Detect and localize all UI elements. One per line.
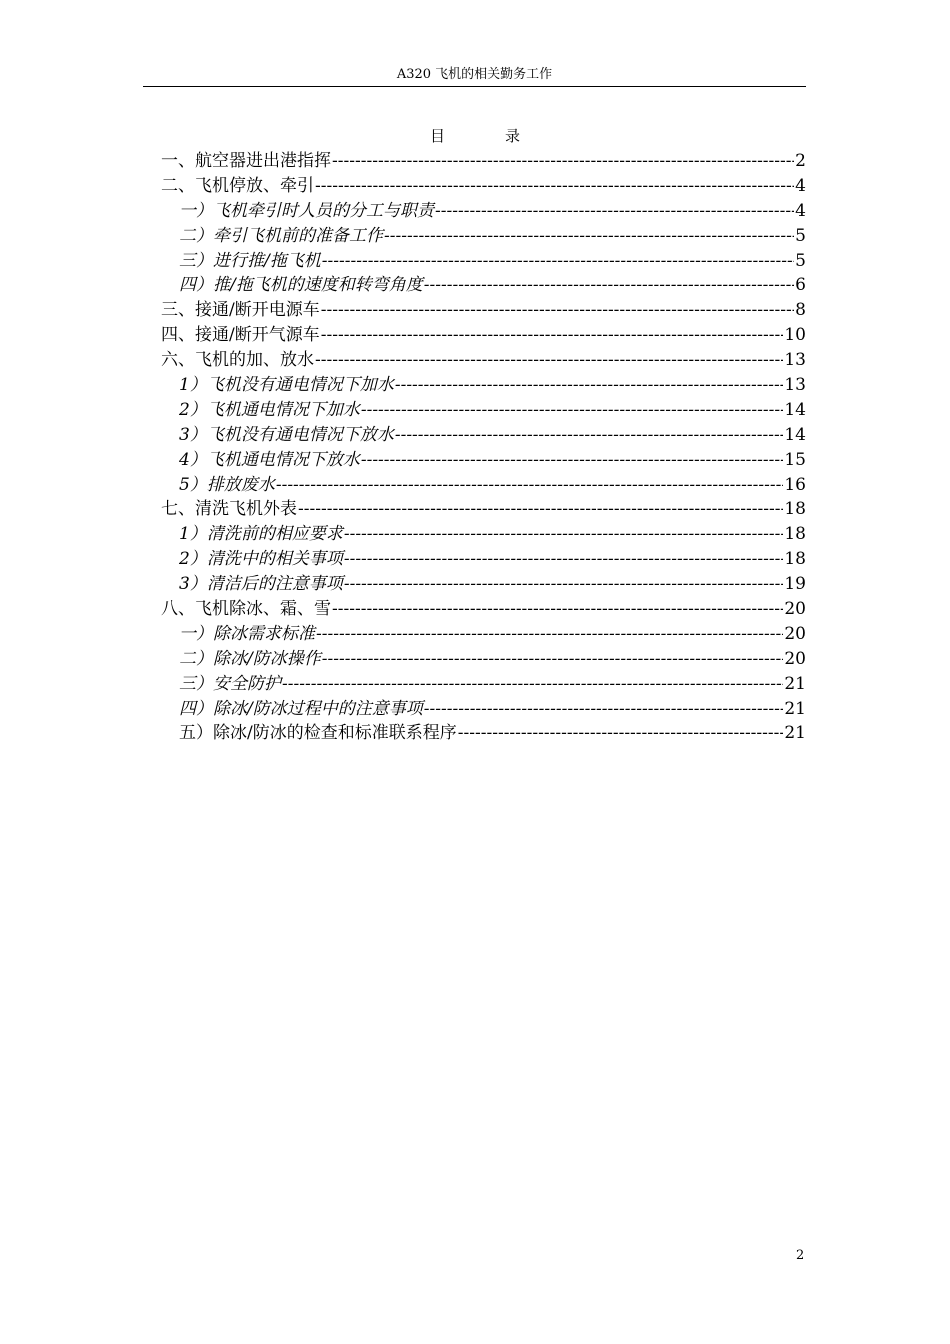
toc-entry-label: 3）清洁后的注意事项 bbox=[179, 574, 343, 595]
toc-entry-page: 19 bbox=[784, 574, 806, 595]
toc-entry[interactable] bbox=[161, 721, 806, 746]
toc-entry-page: 8 bbox=[795, 300, 806, 321]
toc-entry-label: 三）安全防护 bbox=[179, 673, 281, 694]
toc-entry-page: 4 bbox=[795, 200, 806, 221]
toc-dot-leader bbox=[435, 199, 794, 224]
toc-entry-page: 20 bbox=[784, 623, 806, 644]
toc-title-left: 目 bbox=[429, 127, 445, 145]
toc-entry-label: 四、接通/断开气源车 bbox=[161, 325, 320, 346]
toc-dot-leader bbox=[322, 249, 794, 274]
toc-entry[interactable] bbox=[161, 348, 806, 373]
page-header bbox=[143, 65, 806, 87]
toc-entry-label: 二）除冰/防冰操作 bbox=[179, 648, 321, 669]
toc-entry-label: 一、航空器进出港指挥 bbox=[161, 151, 331, 171]
toc-dot-leader bbox=[321, 298, 794, 323]
toc-entry-label: 4）飞机通电情况下放水 bbox=[179, 449, 360, 470]
toc-dot-leader bbox=[321, 323, 784, 348]
toc-entry-label: 5）排放废水 bbox=[179, 474, 275, 495]
toc-entry-label: 四）除冰/防冰过程中的注意事项 bbox=[179, 698, 423, 719]
toc-entry-label: 二）牵引飞机前的准备工作 bbox=[179, 225, 383, 246]
toc-entry-label: 2）飞机通电情况下加水 bbox=[179, 399, 360, 420]
toc-entry-label: 1）飞机没有通电情况下加水 bbox=[179, 375, 394, 396]
toc-dot-leader bbox=[361, 398, 784, 423]
toc-entry-label: 二、飞机停放、牵引 bbox=[161, 175, 314, 196]
toc-dot-leader bbox=[282, 672, 783, 697]
toc-dot-leader bbox=[395, 423, 784, 448]
toc-entry-label: 2）清洗中的相关事项 bbox=[179, 549, 343, 570]
toc-entry-label: 三、接通/断开电源车 bbox=[161, 300, 320, 321]
toc-dot-leader bbox=[384, 224, 794, 249]
toc-entry-label: 六、飞机的加、放水 bbox=[161, 350, 314, 371]
toc-dot-leader bbox=[332, 149, 794, 174]
toc-entry-page: 21 bbox=[784, 723, 806, 744]
toc-dot-leader bbox=[344, 572, 784, 597]
toc-entry-page: 2 bbox=[795, 151, 806, 171]
toc-entry[interactable] bbox=[161, 572, 806, 597]
toc-entry-label: 三）进行推/拖飞机 bbox=[179, 250, 321, 271]
toc-dot-leader bbox=[315, 348, 783, 373]
toc-entry[interactable] bbox=[161, 497, 806, 522]
toc-entry[interactable] bbox=[161, 199, 806, 224]
toc-dot-leader bbox=[276, 473, 784, 498]
toc-entry[interactable] bbox=[161, 697, 806, 722]
toc-entry-page: 16 bbox=[784, 474, 806, 495]
toc-entry-page: 20 bbox=[784, 648, 806, 669]
toc-entry-label: 五）除冰/防冰的检查和标准联系程序 bbox=[179, 723, 457, 744]
toc-entry-page: 5 bbox=[795, 225, 806, 246]
toc-entry-page: 18 bbox=[784, 524, 806, 545]
toc-entry[interactable] bbox=[161, 423, 806, 448]
toc-entry[interactable] bbox=[161, 298, 806, 323]
toc-entry-page: 13 bbox=[784, 350, 806, 371]
toc-title bbox=[0, 126, 950, 146]
page-number: 2 bbox=[796, 1248, 805, 1263]
toc-dot-leader bbox=[322, 647, 784, 672]
toc-entry-page: 18 bbox=[784, 499, 806, 520]
toc-dot-leader bbox=[458, 721, 784, 746]
toc-entry[interactable] bbox=[161, 273, 806, 298]
toc-dot-leader bbox=[344, 547, 784, 572]
toc-entry-page: 5 bbox=[795, 250, 806, 271]
toc-dot-leader bbox=[298, 497, 783, 522]
toc-entry[interactable] bbox=[161, 373, 806, 398]
toc-entry-page: 14 bbox=[784, 424, 806, 445]
toc-entry-page: 4 bbox=[795, 175, 806, 196]
toc-dot-leader bbox=[316, 622, 783, 647]
toc-entry-label: 四）推/拖飞机的速度和转弯角度 bbox=[179, 275, 423, 296]
toc-entry-page: 15 bbox=[784, 449, 806, 470]
toc-entry[interactable] bbox=[161, 448, 806, 473]
toc-entry[interactable] bbox=[161, 249, 806, 274]
toc-entry-page: 10 bbox=[784, 325, 806, 346]
toc-entry-page: 18 bbox=[784, 549, 806, 570]
toc-entry-page: 21 bbox=[784, 698, 806, 719]
toc-entry[interactable] bbox=[161, 149, 806, 174]
toc-entry-page: 20 bbox=[784, 599, 806, 620]
toc-dot-leader bbox=[315, 174, 794, 199]
toc-entry[interactable] bbox=[161, 473, 806, 498]
toc-entry-page: 13 bbox=[784, 375, 806, 396]
toc-entry-label: 1）清洗前的相应要求 bbox=[179, 524, 343, 545]
toc-entry[interactable] bbox=[161, 647, 806, 672]
toc-entry[interactable] bbox=[161, 547, 806, 572]
toc-dot-leader bbox=[344, 522, 784, 547]
toc-entry-label: 七、清洗飞机外表 bbox=[161, 499, 297, 520]
toc-entry-label: 一）飞机牵引时人员的分工与职责 bbox=[179, 200, 434, 221]
toc-entry-label: 一）除冰需求标准 bbox=[179, 623, 315, 644]
toc-entry[interactable] bbox=[161, 672, 806, 697]
toc-entry[interactable] bbox=[161, 622, 806, 647]
toc-entry[interactable] bbox=[161, 224, 806, 249]
toc-dot-leader bbox=[424, 273, 794, 298]
toc-entry[interactable] bbox=[161, 522, 806, 547]
toc-entry-page: 6 bbox=[795, 275, 806, 296]
toc-title-right: 录 bbox=[505, 127, 521, 145]
toc-dot-leader bbox=[424, 697, 784, 722]
toc-entry-label: 八、飞机除冰、霜、雪 bbox=[161, 599, 331, 620]
toc-dot-leader bbox=[395, 373, 784, 398]
toc-dot-leader bbox=[361, 448, 784, 473]
header-title: A320 飞机的相关勤务工作 bbox=[396, 67, 553, 82]
toc-entry-page: 21 bbox=[784, 673, 806, 694]
toc-entry[interactable] bbox=[161, 174, 806, 199]
toc-entry[interactable] bbox=[161, 323, 806, 348]
toc-entry-label: 3）飞机没有通电情况下放水 bbox=[179, 424, 394, 445]
toc-entry-page: 14 bbox=[784, 399, 806, 420]
toc-dot-leader bbox=[332, 597, 783, 622]
toc-entry[interactable] bbox=[161, 398, 806, 423]
table-of-contents bbox=[161, 149, 806, 746]
toc-entry[interactable] bbox=[161, 597, 806, 622]
